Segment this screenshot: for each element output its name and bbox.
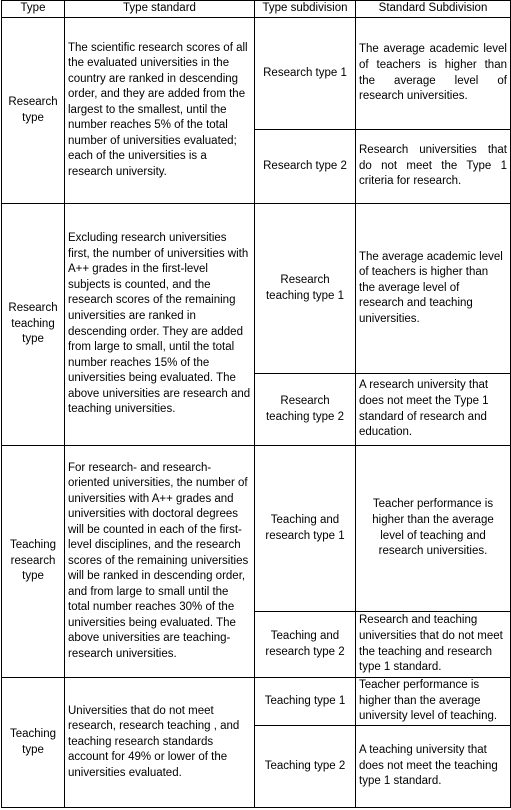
subdivision-standard-cell: A teaching university that does not meet the teaching type 1 standard. xyxy=(356,726,511,808)
subdivision-standard-cell: The average academic level of teachers is higher than the average level of research universities. xyxy=(356,18,511,130)
type-standard-cell: Universities that do not meet research, research teaching , and teaching research standards account for 49% or lower of the universities evaluated. xyxy=(65,678,255,808)
table-header-row xyxy=(2,1,511,18)
header-type: Type xyxy=(2,1,65,18)
header-standard-subdivision: Standard Subdivision xyxy=(356,1,511,18)
subdivision-standard-cell: The average academic level of teachers is higher than the average level of research and teaching universities. xyxy=(356,204,511,374)
subdivision-standard-cell: Research universities that do not meet the Type 1 criteria for research. xyxy=(356,130,511,204)
subdivision-cell: Teaching type 1 xyxy=(255,678,356,726)
table-row xyxy=(2,204,511,374)
type-standard-cell: Excluding research universities first, the number of universities with A++ grades in the first-level subjects is counted, and the research scores of the remaining universities are ranked in descending order. They are added from large to small, until the total number reaches 15% of the universities being evaluated. The above universities are research and teaching universities. xyxy=(65,204,255,446)
type-standard-cell: The scientific research scores of all the evaluated universities in the country are ranked in descending order, and they are added from the largest to the smallest, until the number reaches 5% of the total number of universities evaluated; each of the universities is a research university. xyxy=(65,18,255,204)
subdivision-cell: Research type 1 xyxy=(255,18,356,130)
subdivision-cell: Teaching and research type 2 xyxy=(255,612,356,678)
table-row xyxy=(2,678,511,726)
subdivision-standard-cell: A research university that does not meet the Type 1 standard of research and education. xyxy=(356,374,511,446)
subdivision-cell: Research type 2 xyxy=(255,130,356,204)
header-type-standard: Type standard xyxy=(65,1,255,18)
table-row xyxy=(2,446,511,612)
subdivision-cell: Research teaching type 1 xyxy=(255,204,356,374)
subdivision-standard-cell: Teacher performance is higher than the average university level of teaching. xyxy=(356,678,511,726)
subdivision-standard-cell: Research and teaching universities that do not meet the teaching and research type 1 standard. xyxy=(356,612,511,678)
university-type-table xyxy=(1,0,511,808)
subdivision-cell: Teaching and research type 1 xyxy=(255,446,356,612)
type-standard-cell: For research- and research-oriented universities, the number of universities with A++ grades and universities with doctoral degrees will be counted in each of the first-level disciplines, and the research scores of the remaining universities will be ranked in descending order, and from large to small until the total number reaches 30% of the universities being evaluated. The above universities are teaching-research universities. xyxy=(65,446,255,678)
type-cell: Teaching type xyxy=(2,678,65,808)
type-cell: Teaching research type xyxy=(2,446,65,678)
type-cell: Research type xyxy=(2,18,65,204)
type-cell: Research teaching type xyxy=(2,204,65,446)
subdivision-standard-cell: Teacher performance is higher than the average level of teaching and research universities. xyxy=(356,446,511,612)
table-row xyxy=(2,18,511,130)
subdivision-cell: Research teaching type 2 xyxy=(255,374,356,446)
header-type-subdivision: Type subdivision xyxy=(255,1,356,18)
subdivision-cell: Teaching type 2 xyxy=(255,726,356,808)
